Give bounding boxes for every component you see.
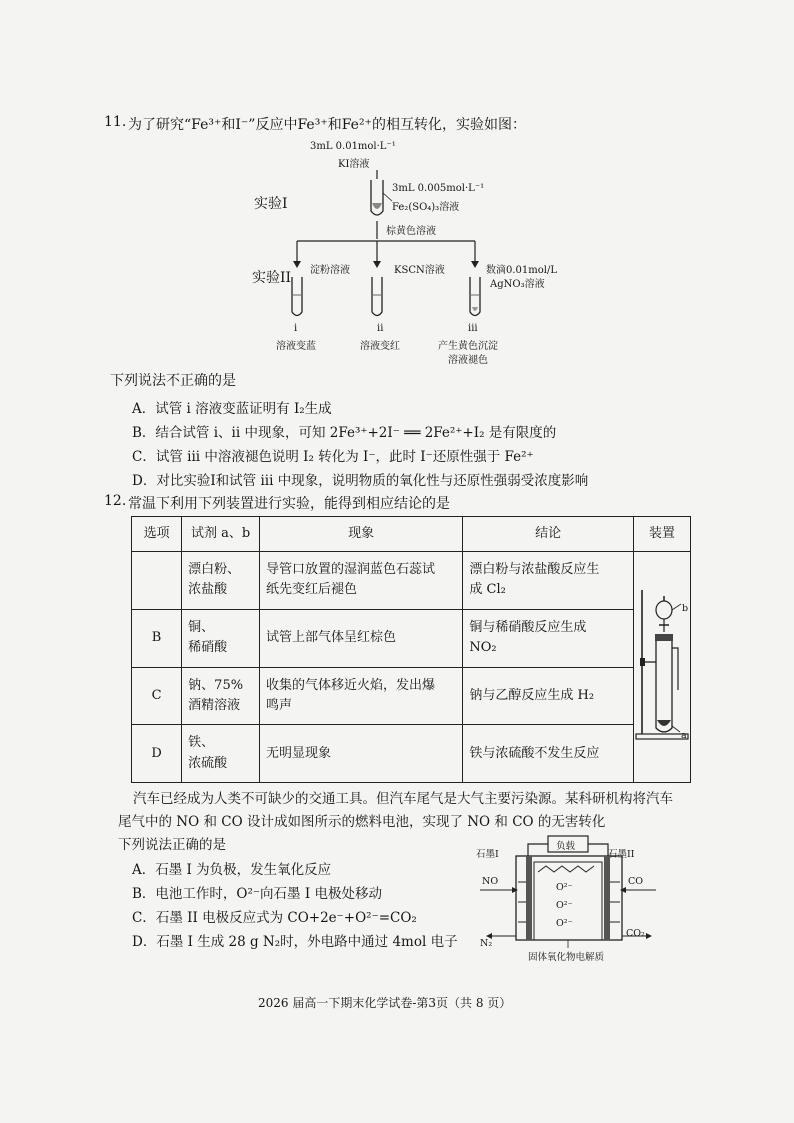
row-phenomenon <box>259 552 462 610</box>
table-row <box>132 667 691 725</box>
ki-amount: 3mL 0.01mol·L⁻¹ <box>310 141 396 152</box>
row-conclusion <box>463 725 634 783</box>
tube-ii-label: ii <box>377 323 384 334</box>
q13-option-c: C．石墨 II 电极反应式为 CO+2e⁻+O²⁻=CO₂ <box>132 910 417 926</box>
q13-option-b: B．电池工作时，O²⁻向石墨 I 电极处移动 <box>132 886 382 902</box>
reagent-line: 铜、 <box>188 619 215 635</box>
conclusion-line: 铁与浓硫酸不发生反应 <box>469 745 600 761</box>
conclusion-line: 钠与乙醇反应生成 H₂ <box>469 687 595 703</box>
row-conclusion <box>463 667 634 725</box>
reagent-line: 铁、 <box>188 735 215 751</box>
q13-option-a: A．石墨 I 为负极，发生氧化反应 <box>132 862 332 878</box>
q12-stem: 常温下利用下列装置进行实验，能得到相应结论的是 <box>128 496 450 512</box>
input-co-label: CO <box>628 876 644 887</box>
q13-stem-line1: 汽车已经成为人类不可缺少的交通工具。但汽车尾气是大气主要污染源。某科研机构将汽车 <box>133 791 673 807</box>
q13-option-d: D．石墨 I 生成 28 g N₂时，外电路中通过 4mol 电子 <box>132 934 458 950</box>
q12-table <box>131 516 691 783</box>
reagent-line: 稀硝酸 <box>188 640 228 656</box>
mixture-label: 棕黄色溶液 <box>386 226 436 237</box>
fe-amount: 3mL 0.005mol·L⁻¹ <box>392 183 485 194</box>
q11-option-a: A．试管 i 溶液变蓝证明有 I₂生成 <box>132 401 332 417</box>
q13-stem-line2: 尾气中的 NO 和 CO 设计成如图所示的燃料电池，实现了 NO 和 CO 的无害转化 <box>118 814 606 830</box>
phenomenon-line: 无明显现象 <box>265 745 331 761</box>
row-option: D <box>132 725 182 783</box>
row-option: B <box>132 609 182 667</box>
fe-name: Fe₂(SO₄)₃溶液 <box>392 202 460 213</box>
row-phenomenon <box>259 609 462 667</box>
tube-i-label: i <box>294 323 298 334</box>
header-reagents: 试剂 a、b <box>182 517 260 552</box>
q11-option-d: D．对比实验I和试管 iii 中现象，说明物质的氧化性与还原性强弱受浓度影响 <box>132 473 589 489</box>
electrolyte-label: 固体氧化物电解质 <box>528 952 605 963</box>
phenomenon-line: 鸣声 <box>265 697 292 713</box>
result-i: 溶液变蓝 <box>276 341 316 352</box>
output-co2-label: CO₂ <box>626 928 645 939</box>
q13-prompt: 下列说法正确的是 <box>118 837 226 853</box>
q11-prompt: 下列说法不正确的是 <box>110 373 236 389</box>
row-conclusion <box>463 609 634 667</box>
table-row <box>132 552 691 610</box>
reagent-ii: KSCN溶液 <box>394 265 445 276</box>
right-electrode-label: 石墨II <box>608 849 635 860</box>
fuel-cell-diagram <box>476 832 676 962</box>
input-no-label: NO <box>482 876 499 887</box>
phenomenon-line: 试管上部气体呈红棕色 <box>265 630 396 646</box>
reagent-iii-amount: 数滴0.01mol/L <box>486 265 557 276</box>
row-reagents <box>182 667 260 725</box>
header-option: 选项 <box>132 517 182 552</box>
header-phenomenon: 现象 <box>259 517 462 552</box>
table-header-row <box>132 517 691 552</box>
oxide-ion-label: O²⁻ <box>556 882 573 893</box>
result-iii-line1: 产生黄色沉淀 <box>438 341 498 352</box>
row-phenomenon <box>259 667 462 725</box>
device-cell <box>633 552 690 783</box>
phenomenon-line: 导管口放置的湿润蓝色石蕊试 <box>265 562 435 578</box>
reagent-line: 浓硫酸 <box>188 755 228 771</box>
reagent-iii-name: AgNO₃溶液 <box>490 279 545 290</box>
row-conclusion <box>463 552 634 610</box>
page-footer: 2026 届高一下期末化学试卷-第3页（共 8 页） <box>258 996 512 1010</box>
reagent-i: 淀粉溶液 <box>310 265 350 276</box>
q11-number: 11. <box>104 114 127 130</box>
label-a: a <box>680 730 687 741</box>
phenomenon-line: 收集的气体移近火焰，发出爆 <box>265 677 435 693</box>
tube-iii-label: iii <box>468 323 478 334</box>
row-reagents <box>182 609 260 667</box>
header-conclusion: 结论 <box>463 517 634 552</box>
exp1-label: 实验I <box>254 196 288 212</box>
left-electrode-label: 石墨I <box>476 849 499 860</box>
q11-option-c: C．试管 iii 中溶液褪色说明 I₂ 转化为 I⁻，此时 I⁻还原性强于 Fe²⁺ <box>132 449 534 465</box>
reagent-line: 浓盐酸 <box>188 582 228 598</box>
output-n2-label: N₂ <box>480 938 493 949</box>
ki-name: KI溶液 <box>338 159 370 170</box>
row-reagents <box>182 552 260 610</box>
row-option <box>132 552 182 610</box>
conclusion-line: 漂白粉与浓盐酸反应生 <box>469 562 600 578</box>
result-iii-line2: 溶液褪色 <box>448 355 488 366</box>
q11-stem: 为了研究“Fe³⁺和I⁻”反应中Fe³⁺和Fe²⁺的相互转化，实验如图： <box>128 117 526 133</box>
table-row <box>132 609 691 667</box>
q11-experiment-diagram <box>240 165 560 335</box>
reagent-line: 钠、75% <box>188 677 244 693</box>
conclusion-line: NO₂ <box>469 640 497 656</box>
reagent-line: 酒精溶液 <box>188 697 241 713</box>
label-b: b <box>681 603 689 614</box>
q12-number: 12. <box>104 493 127 509</box>
table-row <box>132 725 691 783</box>
conclusion-line: 铜与稀硝酸反应生成 <box>469 619 587 635</box>
fuel-cell-drawing <box>476 832 676 962</box>
row-reagents <box>182 725 260 783</box>
oxide-ion-label: O²⁻ <box>556 900 573 911</box>
exp2-label: 实验II <box>252 270 292 286</box>
header-device: 装置 <box>633 517 690 552</box>
conclusion-line: 成 Cl₂ <box>469 582 506 598</box>
row-option: C <box>132 667 182 725</box>
load-label: 负载 <box>556 841 576 852</box>
row-phenomenon <box>259 725 462 783</box>
q11-option-b: B．结合试管 i、ii 中现象，可知 2Fe³⁺+2I⁻ ══ 2Fe²⁺+I₂ 是有限度的 <box>132 425 557 441</box>
result-ii: 溶液变红 <box>360 341 400 352</box>
reagent-line: 漂白粉、 <box>188 562 241 578</box>
phenomenon-line: 纸先变红后褪色 <box>265 582 357 598</box>
oxide-ion-label: O²⁻ <box>556 918 573 929</box>
